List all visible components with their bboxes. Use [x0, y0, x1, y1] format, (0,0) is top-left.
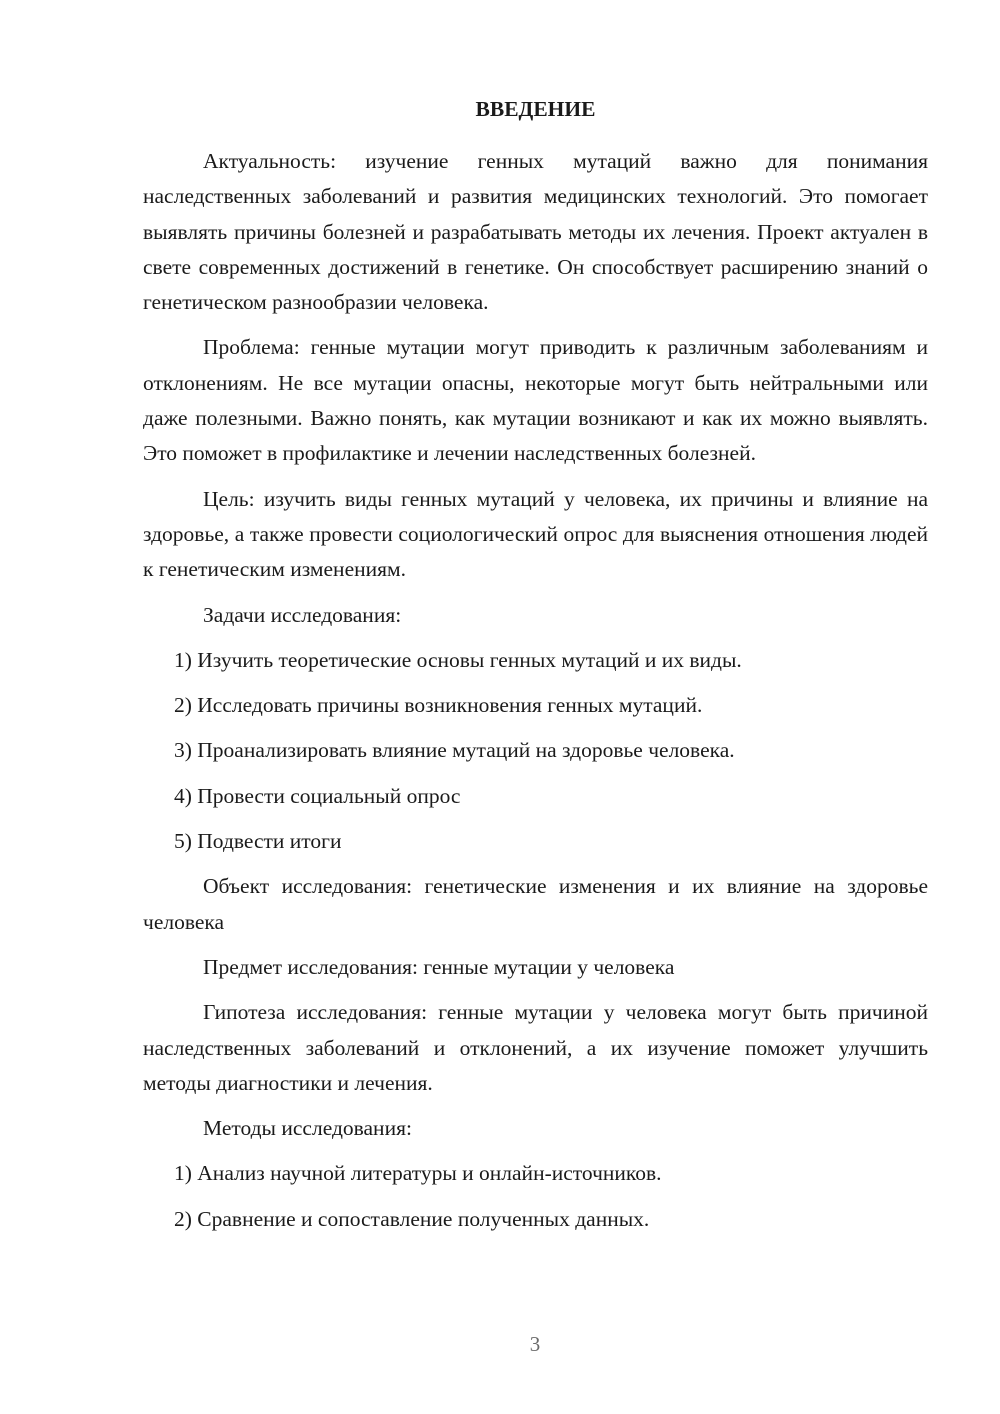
task-item-2: 2) Исследовать причины возникновения генных мутаций. [174, 693, 703, 718]
tasks-heading: Задачи исследования: [203, 602, 402, 627]
method-item-1: 1) Анализ научной литературы и онлайн-источников. [174, 1161, 662, 1186]
document-page [143, 92, 928, 1247]
subject-line: Предмет исследования: генные мутации у человека [203, 954, 675, 979]
task-item-1: 1) Изучить теоретические основы генных мутаций и их виды. [174, 647, 742, 672]
task-item-4: 4) Провести социальный опрос [174, 783, 461, 808]
task-item-5: 5) Подвести итоги [174, 829, 342, 854]
methods-heading: Методы исследования: [203, 1116, 412, 1141]
page-number: 3 [529, 1332, 541, 1356]
problem-paragraph: Проблема: генные мутации могут приводить к различным заболеваниям и отклонениям. Не все мутации опасны, некоторые могут быть нейтральными или даже полезными. Важно понять, как мутации возникают и как их можно выявлять. Это поможет в профилактике и лечении наследственных болезней. [143, 335, 928, 466]
relevance-paragraph: Актуальность: изучение генных мутаций важно для понимания наследственных заболеваний и развития медицинских технологий. Это помогает выявлять причины болезней и разрабатывать методы их лечения. Проект актуален в свете современных достижений в генетике. Он способствует расширению знаний о генетическом разнообразии человека. [143, 149, 928, 315]
task-item-3: 3) Проанализировать влияние мутаций на здоровье человека. [174, 738, 735, 763]
page-title: ВВЕДЕНИЕ [475, 97, 596, 121]
method-item-2: 2) Сравнение и сопоставление полученных данных. [174, 1206, 650, 1231]
goal-paragraph: Цель: изучить виды генных мутаций у человека, их причины и влияние на здоровье, а также провести социологический опрос для выяснения отношения людей к генетическим изменениям. [143, 486, 928, 582]
object-paragraph: Объект исследования: генетические изменения и их влияние на здоровье человека [143, 874, 928, 934]
hypothesis-paragraph: Гипотеза исследования: генные мутации у человека могут быть причиной наследственных заболеваний и отклонений, а их изучение поможет улучшить методы диагностики и лечения. [143, 1000, 928, 1095]
